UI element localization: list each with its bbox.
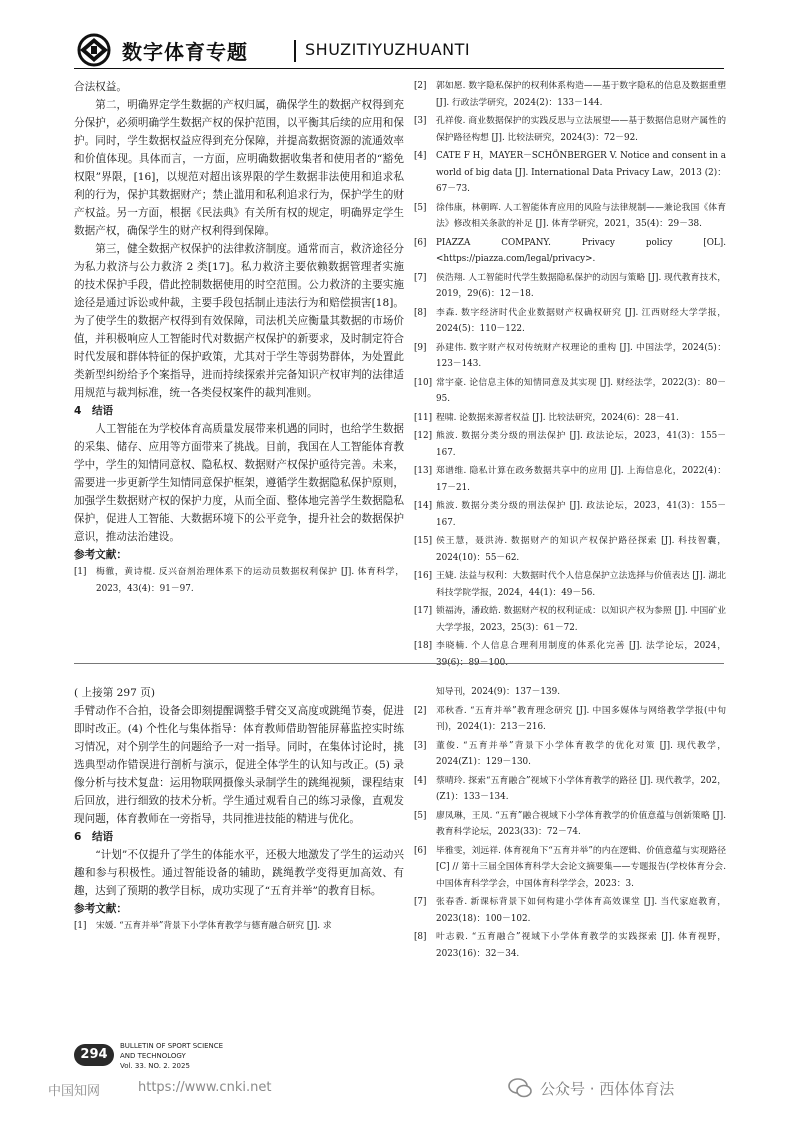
body-paragraph: 第三，健全数据产权保护的法律救济制度。通常而言，救济途径分为私力救济与公力救济 2 类[17]。私力救济主要依赖数据管理者实施的技术保护手段，借此控制数据使用的时空范围。公力救济的主要实施途径是通过诉讼或仲裁，主要手段包括制止违法行为和赔偿损害[18]。为了使学生的数据产权得到有效保障，司法机关应衡量其数据的市场价值，并积极响应人工智能时代对数据产权保护的新要求，及时制定符合时代发展和群体特征的保护政策，尤其对于学生等弱势群体，为处置此类新型纠纷给予个案指导，进而持续探索并完备知识产权审判的法律适用规范与裁判标准，统一各类侵权案件的裁判准则。 [74,243,404,399]
reference-text: 叶志毅. “五育融合”视域下小学体育教学的实践探索 [J]. 体育视野，2023(16)：32－34. [436,932,726,959]
reference-item [414,305,726,338]
watermark-cnki: 中国知网 [48,1084,101,1099]
journal-volume: Vol. 33. NO. 2. 2025 [120,1062,190,1070]
reference-number: [6] [414,845,427,856]
section-heading: 参考文献： [74,549,127,561]
reference-number: [10] [414,377,433,388]
reference-number: [2] [414,705,427,716]
reference-item [414,929,726,962]
reference-item [414,638,726,671]
reference-text: 程啸. 论数据来源者权益 [J]. 比较法研究，2024(6)：28－41. [436,412,679,423]
reference-item [414,235,726,268]
reference-text: 张春香. 新课标背景下如何构建小学体育高效课堂 [J]. 当代家庭教育，2023(18)：100－102. [436,897,726,924]
reference-number: [1] [74,921,87,931]
reference-number: [8] [414,307,427,318]
reference-number: [5] [414,202,427,213]
reference-text: 孙建伟. 数字财产权对传统财产权理论的重构 [J]. 中国法学，2024(5)：123－143. [436,342,726,369]
reference-text: 徐伟康，林朝晖. 人工智能体育应用的风险与法律规制——兼论我国《体育法》修改相关条款的补足 [J]. 体育学研究，2021，35(4)：29－38. [436,202,726,229]
article-a-references-right [414,78,726,673]
reference-text: 宋媛. “五育并举”背景下小学体育教学与德育融合研究 [J]. 求 [96,921,332,931]
reference-text: 李森. 数字经济时代企业数据财产权确权研究 [J]. 江西财经大学学报，2024(5)：110－122. [436,307,726,334]
section-heading: 4 结语 [74,405,114,417]
reference-item [414,375,726,408]
article-divider [74,663,724,664]
reference-item [414,78,726,111]
page-header [74,30,734,72]
article-b-references-right [414,684,726,964]
reference-number: [12] [414,431,433,441]
reference-item [414,703,726,736]
reference-number: [14] [414,501,433,511]
reference-text: 孔祥俊. 商业数据保护的实践反思与立法展望——基于数据信息财产属性的保护路径构想 [J]. 比较法研究，2024(3)：72－92. [436,116,726,143]
reference-text: CATE F H，MAYER－SCHÖNBERGER V. Notice and consent in a world of big data [J]. International Data Privacy Law，2013 (2)：67－73. [436,151,726,194]
reference-number: [2] [414,81,427,91]
reference-text: 董俊. “五育并举”背景下小学体育教学的优化对策 [J]. 现代教学，2024(Z1)：129－130. [436,740,726,767]
reference-number: [4] [414,151,427,161]
header-divider [294,40,296,62]
reference-item [414,113,726,146]
section-heading: 6 结语 [74,831,114,843]
reference-number: [13] [414,466,433,476]
journal-name-line1: BULLETIN OF SPORT SCIENCE [120,1042,224,1050]
header-rule [74,68,724,69]
reference-text: 蔡晴玲. 探索“五育融合”视域下小学体育教学的路径 [J]. 现代教学，202，(Z1)：133－134. [436,775,726,802]
reference-item [414,808,726,841]
watermark-bar [0,1074,795,1104]
reference-number: [4] [414,775,427,786]
article-a-body-left [74,78,404,599]
reference-text: 李晓楠. 个人信息合理利用制度的体系化完善 [J]. 法学论坛，2024， [436,641,726,651]
body-paragraph: 手臂动作不合拍，设备会即刻提醒调整手臂交叉高度或跳绳节奏，促进即时改正。(4) 个性化与集体指导：体育教师借助智能屏幕监控实时练习情况，对个别学生的问题给予一对一指导。同时，在集体讨论时，挑选典型动作错误进行剖析与演示，促进全体学生的认知与改正。(5) 录像分析与技术复盘：运用物联网摄像头录制学生的跳绳视频，课程结束后回放，进行细致的技术分析。学生通过观看自己的练习录像，直观发现问题，体育教师在一旁指导，共同推进技能的精进与优化。 [74,705,404,825]
reference-item [414,148,726,198]
reference-text: 锁福涛，潘政皓. 数据财产权的权利证成：以知识产权为参照 [J]. 中国矿业大学学报，2023，25(3)：61－72. [436,606,726,633]
reference-text: 熊波. 数据分类分级的刑法保护 [J]. 政法论坛，2023，41(3)：155－167. [436,431,726,458]
journal-logo-icon [74,32,114,68]
reference-item [414,738,726,771]
reference-item [414,270,726,303]
section-title: 数字体育专题 [122,40,248,64]
reference-item [414,603,726,636]
reference-number: [1] [74,567,87,577]
journal-name-line2: AND TECHNOLOGY [120,1052,186,1060]
reference-item [414,200,726,233]
watermark-wechat-account: 公众号 · 西体体育法 [540,1080,675,1098]
reference-text: 郭如愿. 数字隐私保护的权利体系构造——基于数字隐私的信息及数据重塑 [J]. 行政法学研究，2024(2)：133－144. [436,81,726,108]
page-number: 294 [74,1044,114,1066]
reference-item [414,843,726,893]
reference-text: 侯王慧，聂洪涛. 数据财产的知识产权保护路径探索 [J]. 科技智囊，2024(10)：55－62. [436,536,726,563]
reference-number: [9] [414,342,427,353]
reference-text: 王婕. 法益与权利：大数据时代个人信息保护立法选择与价值表达 [J]. 湖北科技学院学报，2024，44(1)：49－56. [436,571,726,598]
reference-text: 熊波. 数据分类分级的刑法保护 [J]. 政法论坛，2023，41(3)：155－167. [436,501,726,528]
reference-number: [7] [414,897,427,907]
reference-text: 郑谱维. 隐私计算在政务数据共享中的应用 [J]. 上海信息化，2022(4)：17－21. [436,466,726,493]
article-b-body-left [74,684,404,937]
reference-number: [8] [414,932,427,942]
reference-item [74,918,404,935]
reference-text: 邓秋香. “五育并举”教育理念研究 [J]. 中国多媒体与网络教学学报(中旬刊)，2024(1)：213－216. [436,705,726,732]
reference-text: 梅徹，黄诗棍. 反兴奋剂治理体系下的运动员数据权利保护 [J]. 体育科学，2023，43(4)：91－97. [96,567,404,594]
reference-item [414,894,726,927]
reference-number: [5] [414,810,427,821]
reference-item [74,564,404,597]
wechat-icon [508,1077,532,1099]
reference-item [414,773,726,806]
reference-text: 常宇豪. 论信息主体的知情同意及其实现 [J]. 财经法学，2022(3)：80－95. [436,377,726,404]
reference-item [414,684,726,701]
reference-number: [15] [414,536,433,546]
reference-number: [6] [414,237,427,248]
reference-number: [7] [414,272,427,283]
reference-item [414,428,726,461]
reference-item [414,498,726,531]
reference-text: 廖凤琳，王凤. “五育”融合视域下小学体育教学的价值意蕴与创新策略 [J]. 教育科学论坛，2023(33)：72－74. [436,810,726,837]
reference-number: [11] [414,412,433,423]
reference-number: [17] [414,606,433,616]
reference-number: [16] [414,571,433,581]
section-title-pinyin: SHUZITIYUZHUANTI [305,40,471,59]
reference-item [414,410,726,427]
reference-text: 侯浩翔. 人工智能时代学生数据隐私保护的动因与策略 [J]. 现代教育技术，2019，29(6)：12－18. [436,272,726,299]
reference-number: [3] [414,740,427,751]
reference-number: [3] [414,116,427,126]
reference-text: 毕雅雯，刘远祥. 体育视角下“五育并举”的内在逻辑、价值意蕴与实现路径 [C] // 第十三届全国体育科学大会论文摘要集——专题报告(学校体育分会. 中国体育科学学会，中国体育科学学会，2023：3. [436,845,726,889]
body-paragraph: ( 上接第 297 页) [74,687,155,699]
body-paragraph: 合法权益。 [74,81,127,93]
watermark-url[interactable]: https://www.cnki.net [138,1080,272,1095]
reference-item [414,568,726,601]
reference-text: 知导刊，2024(9)：137－139. [436,687,561,697]
reference-number: [18] [414,641,433,651]
reference-item [414,340,726,373]
body-paragraph: “计划”不仅提升了学生的体能水平，还极大地激发了学生的运动兴趣和参与积极性。通过智能设备的辅助，跳绳教学变得更加高效、有趣，达到了预期的教学目标，成功实现了“五育并举”的教育目标。 [74,849,404,897]
body-paragraph: 第二，明确界定学生数据的产权归属，确保学生的数据产权得到充分保护，必须明确学生数据产权的保护范围，以平衡其后续的应用和保护。同时，学生数据权益应得到充分保障，并提高数据资源的流通效率和价值体现。具体而言，一方面，应明确数据收集者和使用者的“豁免权限”界限，[16]，以规范对超出该界限的学生数据非法使用和追求私利的行为，保护其数据财产；禁止滥用和私利追求行为，保护学生的财产权益。另一方面，根据《民法典》有关所有权的规定，明确界定学生数据产权，确保学生的财产权利得到保障。 [74,99,404,237]
section-heading: 参考文献： [74,903,127,915]
reference-item [414,463,726,496]
reference-text: PIAZZA COMPANY. Privacy policy [OL]. <https://piazza.com/legal/privacy>. [436,237,726,264]
body-paragraph: 人工智能在为学校体育高质量发展带来机遇的同时，也给学生数据的采集、储存、应用等方面带来了挑战。目前，我国在人工智能体育教学中，学生的知情同意权、隐私权、数据财产权保护亟待完善。未来，需要进一步更新学生知情同意保护框架，遵循学生数据隐私保护原则，加强学生数据财产权的保护力度，从而全面、整体地完善学生数据隐私保护，促进人工智能、大数据环境下的公平竞争，提升社会的数据保护意识，推动法治建设。 [74,423,404,543]
reference-item [414,533,726,566]
